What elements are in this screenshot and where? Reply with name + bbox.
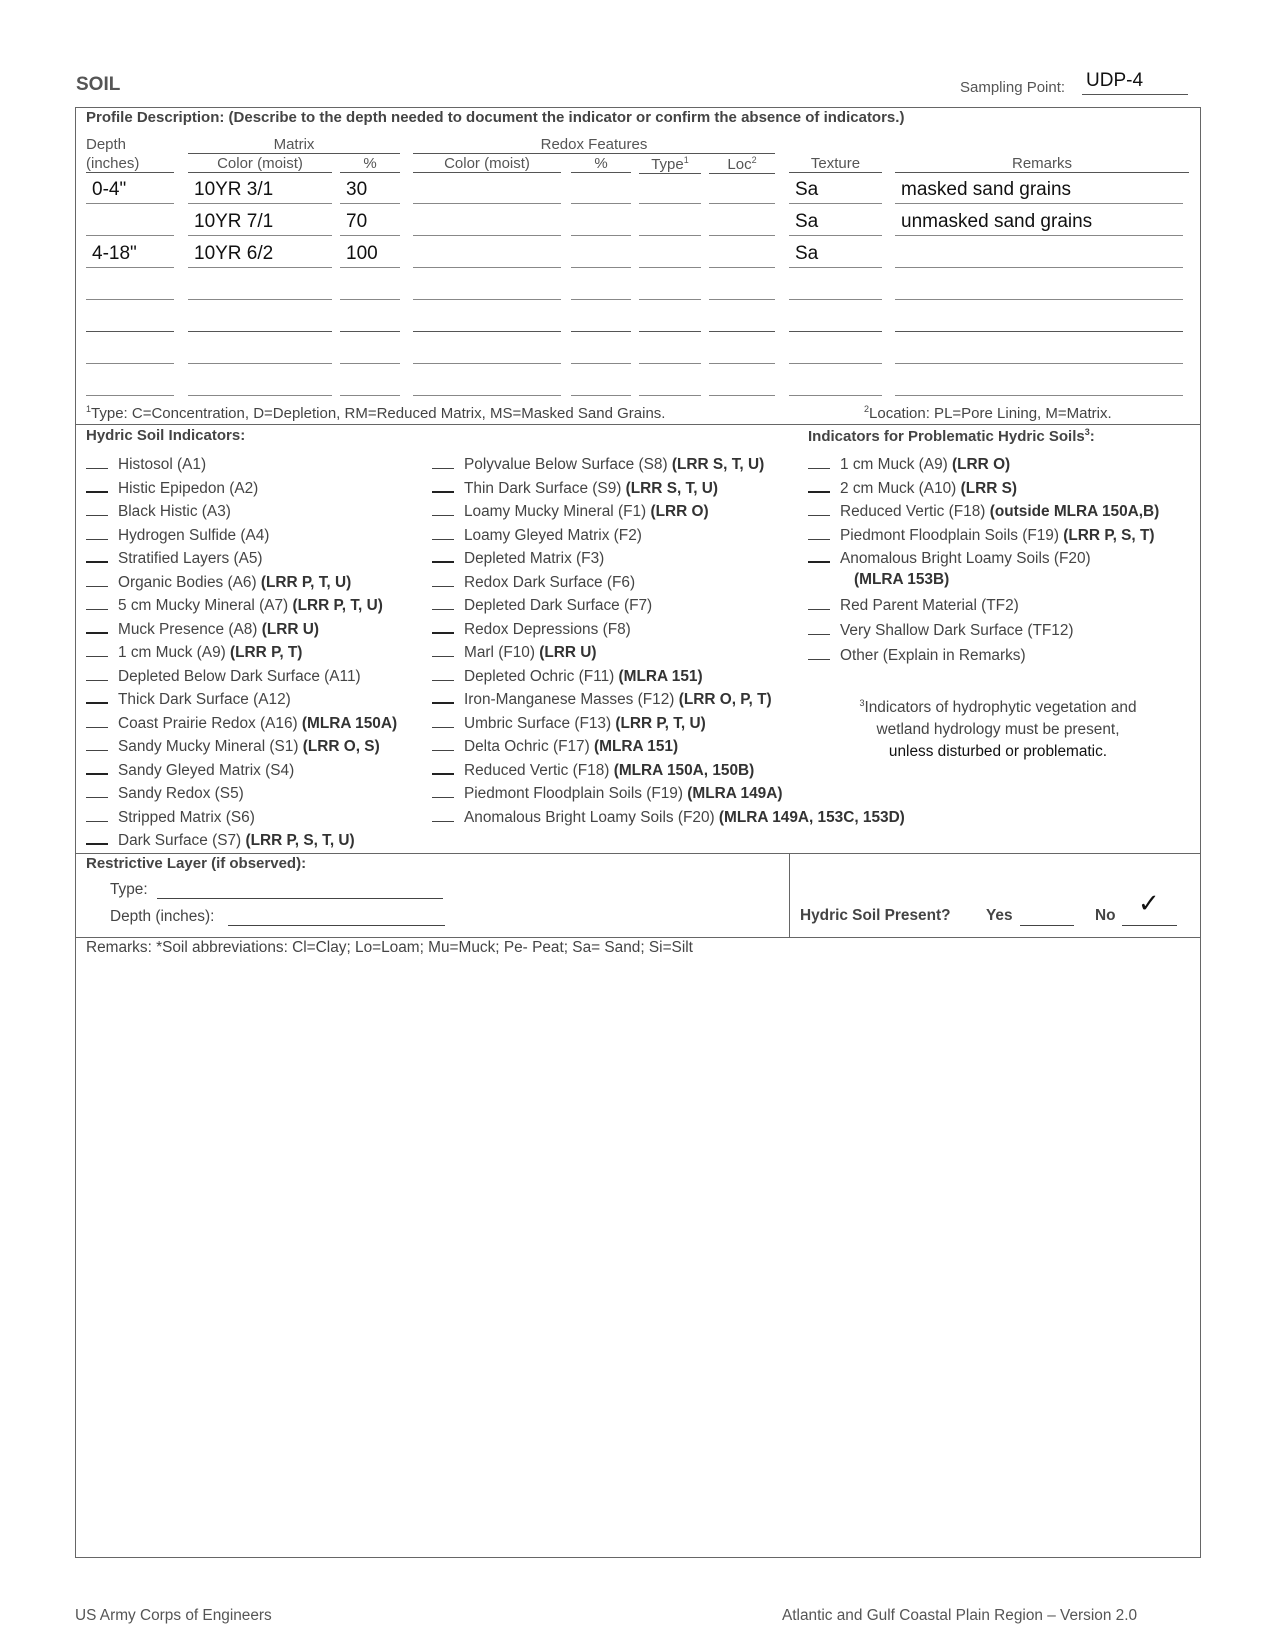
indicator-region: (MLRA 149A, 153C, 153D) — [718, 808, 905, 826]
loc-col-header: Loc$^2$ — [709, 155, 775, 174]
indicator-item — [86, 735, 397, 759]
redox-pct-cell[interactable] — [571, 240, 631, 268]
indicator-checkbox[interactable] — [432, 713, 454, 728]
texture-cell[interactable] — [789, 304, 882, 332]
redox-color-col-header: Color (moist) — [413, 155, 561, 173]
yes-field[interactable] — [1020, 907, 1074, 926]
indicator-checkbox[interactable] — [86, 618, 108, 634]
restrictive-type-label: Type: — [110, 881, 148, 898]
indicator-checkbox[interactable] — [86, 454, 108, 469]
redox-color-cell[interactable] — [413, 272, 561, 300]
indicator-label: Umbric Surface (F13) — [464, 714, 616, 732]
redox-pct-cell[interactable] — [571, 208, 631, 236]
indicator-label: Black Histic (A3) — [118, 503, 231, 520]
indicator-label: Other (Explain in Remarks) — [840, 647, 1026, 664]
indicator-checkbox[interactable] — [432, 618, 454, 634]
indicators-column-1 — [86, 453, 397, 853]
loc-cell[interactable] — [709, 336, 775, 364]
matrix-pct-cell[interactable]: 30 — [340, 176, 400, 204]
indicator-item — [432, 782, 905, 806]
indicator-label: Depleted Dark Surface (F7) — [464, 597, 653, 614]
indicator-item — [86, 712, 397, 736]
indicator-checkbox[interactable] — [432, 595, 454, 610]
texture-cell[interactable]: Sa — [789, 240, 882, 268]
indicator-region: (LRR P, S, T, U) — [245, 832, 355, 849]
indicator-checkbox[interactable] — [86, 688, 108, 704]
indicator-region: (MLRA 151) — [618, 667, 703, 685]
indicator-checkbox[interactable] — [86, 572, 108, 587]
indicator-label: Depleted Below Dark Surface (A11) — [118, 667, 361, 685]
type-cell[interactable] — [639, 176, 701, 204]
indicator-region: (LRR U) — [539, 644, 597, 661]
restrictive-depth-label: Depth (inches): — [110, 908, 215, 925]
indicator-continuation: (MLRA 153B) — [854, 571, 950, 588]
indicator-item — [432, 712, 905, 736]
indicator-checkbox[interactable] — [86, 807, 108, 822]
indicator-checkbox[interactable] — [86, 477, 108, 493]
type-cell[interactable] — [639, 272, 701, 300]
indicator-region: (LRR P, S, T) — [1063, 526, 1155, 544]
indicator-item — [86, 571, 397, 595]
remarks-text: Remarks: *Soil abbreviations: Cl=Clay; Lo=Loam; Mu=Muck; Pe- Peat; Sa= Sand; Si=Silt — [86, 939, 693, 956]
indicator-checkbox[interactable] — [432, 759, 454, 775]
loc-cell[interactable] — [709, 208, 775, 236]
indicator-checkbox[interactable] — [808, 547, 830, 563]
indicator-item — [808, 453, 1159, 477]
indicator-region: (MLRA 149A) — [687, 785, 783, 802]
indicator-label: Coast Prairie Redox (A16) — [118, 714, 302, 732]
matrix-color-cell[interactable] — [188, 272, 332, 300]
indicator-label: Sandy Redox (S5) — [118, 785, 244, 802]
indicator-label: Sandy Gleyed Matrix (S4) — [118, 761, 295, 779]
page-title: SOIL — [76, 74, 121, 95]
type-cell[interactable] — [639, 368, 701, 396]
depth-col-header: (inches) — [86, 155, 174, 173]
restrictive-layer-title: Restrictive Layer (if observed): — [86, 855, 307, 872]
section-divider — [75, 424, 1201, 425]
texture-cell[interactable]: Sa — [789, 208, 882, 236]
indicator-label: Anomalous Bright Loamy Soils (F20) — [464, 808, 719, 826]
indicator-label: Polyvalue Below Surface (S8) — [464, 456, 672, 473]
texture-cell[interactable] — [789, 336, 882, 364]
remarks-cell[interactable] — [895, 304, 1183, 332]
indicator-label: Hydrogen Sulfide (A4) — [118, 526, 270, 544]
indicator-checkbox[interactable] — [86, 595, 108, 610]
hydric-soil-indicators-title: Hydric Soil Indicators: — [86, 427, 246, 444]
redox-color-cell[interactable] — [413, 336, 561, 364]
depth-cell[interactable]: 4-18" — [86, 240, 174, 268]
indicator-label: 1 cm Muck (A9) — [118, 644, 231, 661]
indicator-label: 5 cm Mucky Mineral (A7) — [118, 597, 293, 614]
indicator-region: (LRR O, S) — [302, 738, 380, 755]
indicator-item — [808, 500, 1159, 524]
indicator-label: Thick Dark Surface (A12) — [118, 691, 291, 708]
texture-col-header: Texture — [789, 155, 882, 173]
indicator-item — [86, 594, 397, 618]
indicator-checkbox[interactable] — [86, 501, 108, 516]
indicator-label: 1 cm Muck (A9) — [840, 456, 953, 473]
indicator-region: (LRR P, T, U) — [260, 573, 352, 591]
redox-pct-cell[interactable] — [571, 336, 631, 364]
loc-cell[interactable] — [709, 176, 775, 204]
indicators-column-3 — [808, 453, 1159, 571]
indicator-item — [86, 806, 397, 830]
texture-cell[interactable] — [789, 272, 882, 300]
indicator-checkbox[interactable] — [432, 454, 454, 469]
depth-cell[interactable] — [86, 272, 174, 300]
indicator-checkbox[interactable] — [86, 547, 108, 563]
indicator-label: Redox Dark Surface (F6) — [464, 573, 636, 591]
redox-color-cell[interactable] — [413, 304, 561, 332]
matrix-pct-cell[interactable] — [340, 368, 400, 396]
matrix-color-cell[interactable]: 10YR 7/1 — [188, 208, 332, 236]
matrix-pct-col-header: % — [340, 155, 400, 173]
sampling-point-label: Sampling Point: — [960, 79, 1066, 96]
redox-pct-cell[interactable] — [571, 176, 631, 204]
indicator-checkbox[interactable] — [432, 525, 454, 540]
indicator-checkbox[interactable] — [432, 547, 454, 563]
indicator-item — [86, 618, 397, 642]
indicator-item — [808, 524, 1159, 548]
indicator-label: Histosol (A1) — [118, 456, 207, 473]
indicator-region: (LRR P, T) — [230, 644, 303, 661]
indicator-item — [86, 829, 397, 853]
indicator-region: (MLRA 150A) — [301, 714, 398, 732]
indicator-item — [86, 665, 397, 689]
matrix-color-cell[interactable] — [188, 368, 332, 396]
indicator-checkbox[interactable] — [808, 501, 830, 516]
indicator-checkbox[interactable] — [86, 642, 108, 657]
indicator-label: Anomalous Bright Loamy Soils (F20) — [840, 550, 1091, 567]
indicator-label: Organic Bodies (A6) — [118, 573, 261, 591]
matrix-color-col-header: Color (moist) — [188, 155, 332, 173]
indicator-label: Loamy Mucky Mineral (F1) — [464, 503, 651, 520]
loc-cell[interactable] — [709, 240, 775, 268]
section-divider — [75, 853, 1201, 854]
indicator-checkbox[interactable] — [808, 595, 830, 610]
indicator-region: (LRR U) — [261, 620, 319, 638]
indicator-region: (LRR O, P, T) — [678, 691, 772, 708]
restrictive-type-field[interactable] — [157, 880, 443, 899]
texture-cell[interactable]: Sa — [789, 176, 882, 204]
indicator-label: Very Shallow Dark Surface (TF12) — [840, 622, 1074, 639]
indicator-region: (LRR P, T, U) — [615, 714, 706, 732]
indicator-item — [432, 688, 905, 712]
indicator-checkbox[interactable] — [808, 620, 830, 635]
problematic-indicators-title: Indicators for Problematic Hydric Soils$^3$: — [808, 427, 1095, 445]
remarks-cell[interactable]: unmasked sand grains — [895, 208, 1183, 236]
restrictive-depth-field[interactable] — [228, 907, 445, 926]
redox-pct-col-header: % — [571, 155, 631, 173]
indicator-label: Reduced Vertic (F18) — [840, 503, 990, 520]
indicator-note: $^3$Indicators of hydrophytic vegetation and wetland hydrology must be present, unless disturbed or problematic. — [859, 698, 1137, 761]
depth-cell[interactable] — [86, 368, 174, 396]
indicator-checkbox[interactable] — [86, 736, 108, 751]
indicator-label: Stratified Layers (A5) — [118, 550, 263, 567]
section-divider-vertical — [789, 853, 790, 937]
indicator-checkbox[interactable] — [86, 525, 108, 540]
matrix-pct-cell[interactable]: 70 — [340, 208, 400, 236]
indicator-region: (LRR P, T, U) — [292, 597, 383, 614]
indicator-region: (LRR O) — [952, 456, 1011, 473]
loc-cell[interactable] — [709, 368, 775, 396]
indicator-item — [86, 477, 397, 501]
profile-description-title: Profile Description: (Describe to the depth needed to document the indicator or confirm the absence of indicators.) — [86, 109, 905, 126]
indicator-item — [86, 688, 397, 712]
redox-color-cell[interactable] — [413, 176, 561, 204]
indicator-item — [86, 500, 397, 524]
redox-pct-cell[interactable] — [571, 368, 631, 396]
indicator-label: Piedmont Floodplain Soils (F19) — [464, 785, 688, 802]
type-footnote: $^1$Type: C=Concentration, D=Depletion, RM=Reduced Matrix, MS=Masked Sand Grains. — [86, 404, 666, 422]
indicator-checkbox[interactable] — [432, 783, 454, 798]
remarks-cell[interactable]: masked sand grains — [895, 176, 1183, 204]
remarks-col-header: Remarks — [895, 155, 1189, 173]
indicator-checkbox[interactable] — [432, 642, 454, 657]
indicator-item — [432, 735, 905, 759]
indicator-label: 2 cm Muck (A10) — [840, 479, 961, 497]
indicator-item — [432, 665, 905, 689]
indicator-checkbox[interactable] — [432, 666, 454, 681]
depth-cell[interactable]: 0-4" — [86, 176, 174, 204]
footer-right: Atlantic and Gulf Coastal Plain Region – Version 2.0 — [782, 1607, 1138, 1624]
redox-group-header: Redox Features — [413, 136, 775, 154]
indicator-region: (MLRA 151) — [594, 738, 679, 755]
indicator-label: Marl (F10) — [464, 644, 540, 661]
indicator-item — [86, 641, 397, 665]
indicator-checkbox[interactable] — [86, 713, 108, 728]
indicator-label: Dark Surface (S7) — [118, 832, 246, 849]
matrix-color-cell[interactable] — [188, 336, 332, 364]
indicator-label: Sandy Mucky Mineral (S1) — [118, 738, 303, 755]
indicator-label: Depleted Ochric (F11) — [464, 667, 619, 685]
indicator-region: (LRR S, T, U) — [625, 479, 718, 497]
redox-color-cell[interactable] — [413, 240, 561, 268]
footer-left: US Army Corps of Engineers — [75, 1607, 272, 1624]
indicator-label: Reduced Vertic (F18) — [464, 761, 614, 779]
indicator-region: (LRR S, T, U) — [671, 456, 765, 473]
depth-cell[interactable] — [86, 208, 174, 236]
indicator-checkbox[interactable] — [808, 645, 830, 660]
indicator-checkbox[interactable] — [432, 501, 454, 516]
matrix-color-cell[interactable]: 10YR 3/1 — [188, 176, 332, 204]
indicator-checkbox[interactable] — [86, 759, 108, 775]
matrix-pct-cell[interactable] — [340, 304, 400, 332]
matrix-group-header: Matrix — [188, 136, 400, 154]
location-footnote: $^2$Location: PL=Pore Lining, M=Matrix. — [864, 404, 1112, 422]
indicator-item — [808, 643, 1074, 668]
indicator-item — [86, 547, 397, 571]
indicator-label: Iron-Manganese Masses (F12) — [464, 691, 679, 708]
redox-color-cell[interactable] — [413, 208, 561, 236]
indicator-label: Delta Ochric (F17) — [464, 738, 594, 755]
indicator-checkbox[interactable] — [808, 454, 830, 469]
type-cell[interactable] — [639, 240, 701, 268]
checkmark-icon: ✓ — [1138, 888, 1160, 918]
indicator-label: Depleted Matrix (F3) — [464, 550, 605, 567]
depth-cell[interactable] — [86, 304, 174, 332]
indicator-region: (MLRA 150A, 150B) — [613, 761, 755, 779]
indicator-item — [86, 759, 397, 783]
remarks-cell[interactable] — [895, 272, 1183, 300]
matrix-pct-cell[interactable] — [340, 336, 400, 364]
indicator-label: Red Parent Material (TF2) — [840, 597, 1019, 614]
indicator-label: Redox Depressions (F8) — [464, 620, 631, 638]
indicator-region: (LRR S) — [960, 479, 1018, 497]
indicator-item — [808, 618, 1074, 643]
indicator-label: Histic Epipedon (A2) — [118, 479, 259, 497]
indicators-column-3b — [808, 593, 1074, 668]
indicator-item — [86, 782, 397, 806]
matrix-color-cell[interactable]: 10YR 6/2 — [188, 240, 332, 268]
indicator-checkbox[interactable] — [432, 688, 454, 704]
loc-cell[interactable] — [709, 304, 775, 332]
indicator-item — [808, 547, 1159, 571]
depth-group-header: Depth — [86, 136, 127, 153]
indicator-checkbox[interactable] — [86, 666, 108, 681]
depth-cell[interactable] — [86, 336, 174, 364]
matrix-pct-cell[interactable] — [340, 272, 400, 300]
redox-pct-cell[interactable] — [571, 272, 631, 300]
loc-cell[interactable] — [709, 272, 775, 300]
indicator-checkbox[interactable] — [808, 477, 830, 493]
type-cell[interactable] — [639, 336, 701, 364]
remarks-cell[interactable] — [895, 368, 1183, 396]
indicator-label: Loamy Gleyed Matrix (F2) — [464, 526, 642, 544]
indicator-item — [432, 806, 905, 830]
texture-cell[interactable] — [789, 368, 882, 396]
remarks-cell[interactable] — [895, 240, 1183, 268]
indicator-checkbox[interactable] — [432, 477, 454, 493]
indicator-checkbox[interactable] — [432, 807, 454, 822]
remarks-cell[interactable] — [895, 336, 1183, 364]
no-label: No — [1095, 907, 1116, 924]
indicator-item — [808, 477, 1159, 501]
indicator-label: Muck Presence (A8) — [118, 620, 262, 638]
indicator-checkbox[interactable] — [432, 572, 454, 587]
type-cell[interactable] — [639, 304, 701, 332]
indicator-checkbox[interactable] — [86, 783, 108, 798]
section-divider — [75, 937, 1201, 938]
indicator-label: Stripped Matrix (S6) — [118, 808, 255, 826]
matrix-pct-cell[interactable]: 100 — [340, 240, 400, 268]
indicator-item — [86, 524, 397, 548]
indicator-label: Piedmont Floodplain Soils (F19) — [840, 526, 1064, 544]
indicator-region: (outside MLRA 150A,B) — [989, 503, 1160, 520]
indicator-label: Thin Dark Surface (S9) — [464, 479, 626, 497]
indicator-checkbox[interactable] — [86, 829, 108, 845]
yes-label: Yes — [986, 907, 1013, 924]
redox-pct-cell[interactable] — [571, 304, 631, 332]
sampling-point-field[interactable]: UDP-4 — [1082, 70, 1188, 95]
indicator-item — [432, 759, 905, 783]
indicator-checkbox[interactable] — [808, 525, 830, 540]
redox-color-cell[interactable] — [413, 368, 561, 396]
type-cell[interactable] — [639, 208, 701, 236]
indicator-region: (LRR O) — [650, 503, 709, 520]
indicator-item — [808, 593, 1074, 618]
type-col-header: Type$^1$ — [639, 155, 701, 174]
matrix-color-cell[interactable] — [188, 304, 332, 332]
indicator-item — [86, 453, 397, 477]
indicator-checkbox[interactable] — [432, 736, 454, 751]
hydric-soil-present-label: Hydric Soil Present? — [800, 907, 951, 924]
